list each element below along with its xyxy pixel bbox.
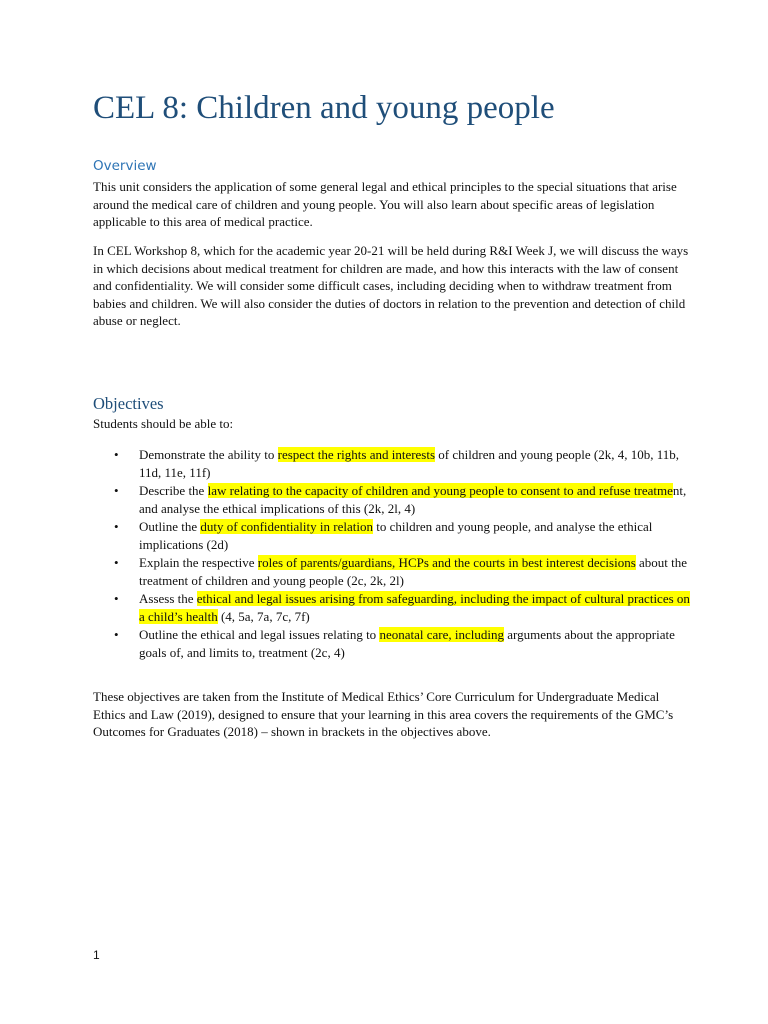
highlighted-text: duty of confidentiality in relation [200,519,373,534]
overview-paragraph-1: This unit considers the application of some general legal and ethical principles to the special situations that arise around the medical care of children and young people. You will also learn about specific areas of legislation applicable to this area of medical practice. [93,179,677,230]
highlighted-text: law relating to the capacity of children and young people to consent to and refuse treatme [207,483,673,498]
objective-item: • Describe the law relating to the capacity of children and young people to consent to and refuse treatment, and analyse the ethical implications of this (2k, 2l, 4) [114,483,687,516]
highlighted-text: neonatal care, including [379,627,504,642]
objectives-intro: Students should be able to: [93,416,234,431]
overview-paragraph-2: In CEL Workshop 8, which for the academic year 20-21 will be held during R&I Week J, we will discuss the ways in which decisions about medical treatment for children are made, and how this interacts with the law of consent and confidentiality. We will consider some difficult cases, including deciding when to withdraw treatment from babies and children. We will also consider the duties of doctors in relation to the prevention and detection of child abuse or neglect. [93,243,689,329]
bullet-icon: • [114,519,119,534]
objective-item: • Outline the ethical and legal issues relating to neonatal care, including arguments about the appropriate goals of, and limits to, treatment (2c, 4) [114,627,675,660]
objectives-closing-paragraph: These objectives are taken from the Institute of Medical Ethics’ Core Curriculum for Undergraduate Medical Ethics and Law (2019), designed to ensure that your learning in this area covers the requirements of the GMC’s Outcomes for Graduates (2018) – shown in brackets in the objectives above. [93,689,674,740]
highlighted-text: respect the rights and interests [277,447,436,462]
bullet-icon: • [114,591,119,606]
overview-heading: Overview [93,158,157,174]
highlighted-text: ethical and legal issues arising from safeguarding, including the impact of cultural practices on a child’s health [139,591,690,624]
objective-item: • Assess the ethical and legal issues arising from safeguarding, including the impact of cultural practices on a child’s health (4, 5a, 7a, 7c, 7f) [114,591,690,624]
page-number: 1 [93,948,100,962]
bullet-icon: • [114,483,119,498]
objective-item: • Outline the duty of confidentiality in relation to children and young people, and analyse the ethical implications (2d) [114,519,653,552]
bullet-icon: • [114,447,119,462]
bullet-icon: • [114,627,119,642]
highlighted-text: roles of parents/guardians, HCPs and the courts in best interest decisions [257,555,636,570]
objectives-heading: Objectives [93,394,164,413]
page-title: CEL 8: Children and young people [93,90,555,126]
bullet-icon: • [114,555,119,570]
objectives-list [93,446,693,662]
objective-item: • Demonstrate the ability to respect the rights and interests of children and young people (2k, 4, 10b, 11b, 11d, 11e, 11f) [114,447,679,480]
objective-item: • Explain the respective roles of parents/guardians, HCPs and the courts in best interest decisions about the treatment of children and young people (2c, 2k, 2l) [114,555,688,588]
